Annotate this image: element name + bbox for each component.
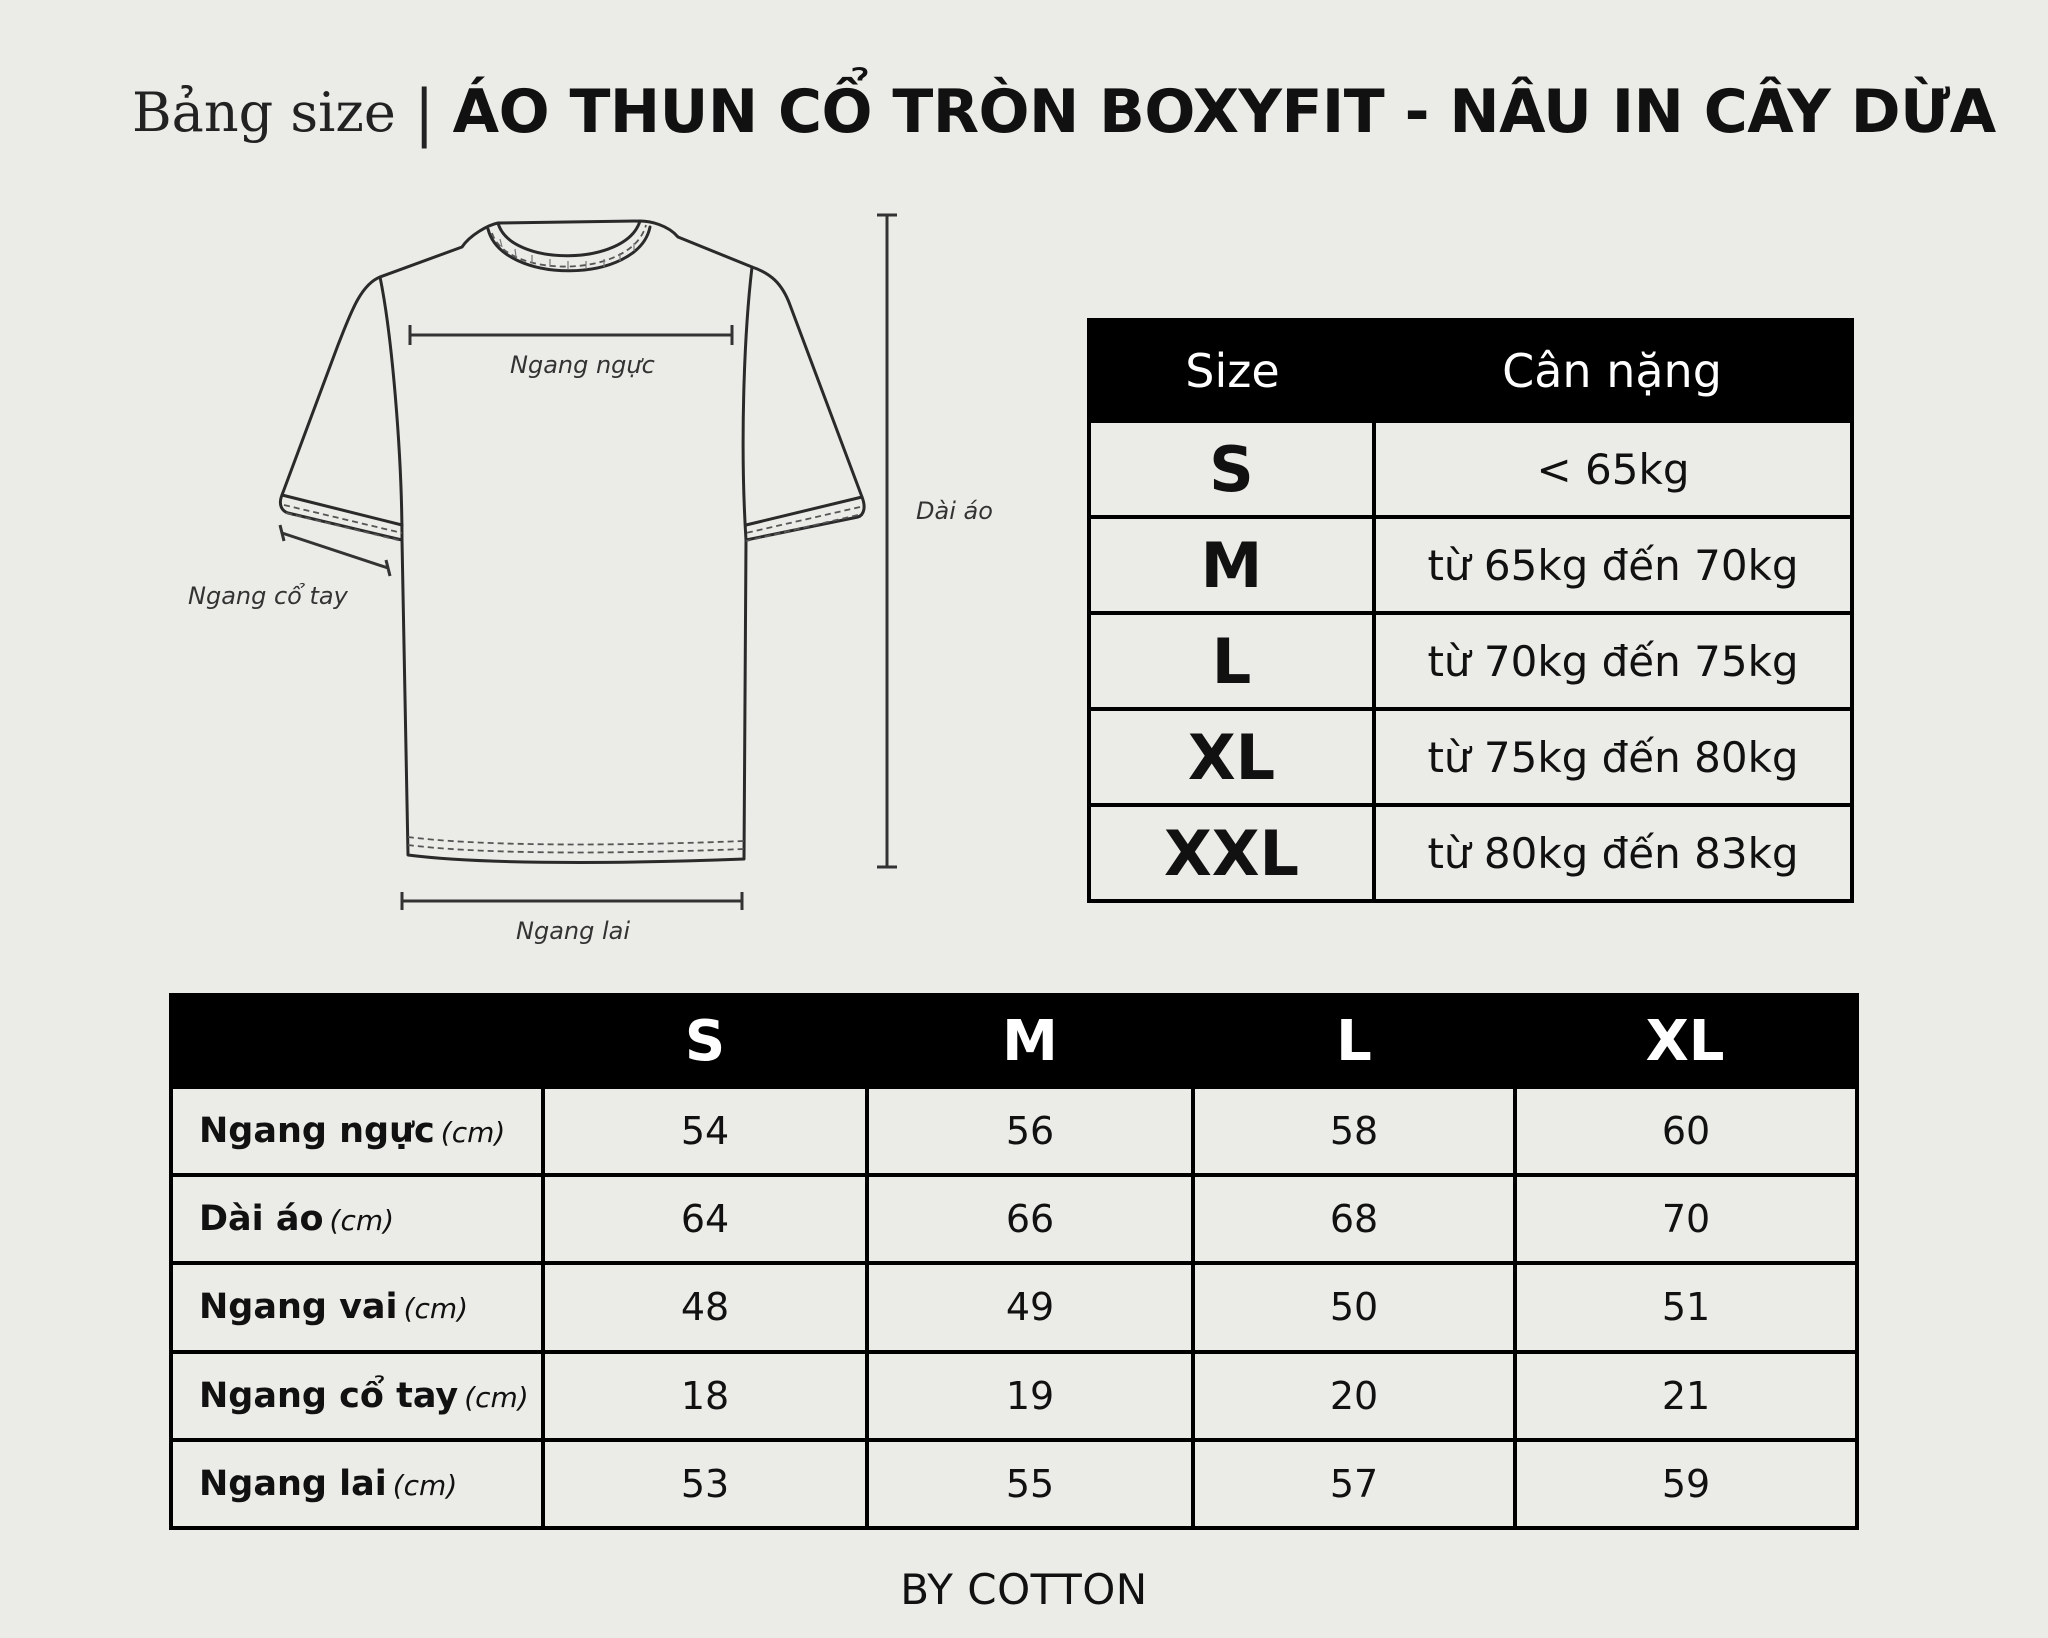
measure-value: 48 — [543, 1263, 867, 1351]
measure-value: 57 — [1193, 1440, 1515, 1528]
measure-value: 64 — [543, 1175, 867, 1263]
measure-value: 53 — [543, 1440, 867, 1528]
weight-range-cell: từ 80kg đến 83kg — [1374, 805, 1852, 901]
measure-label-text: Ngang vai — [199, 1287, 398, 1328]
weight-range-cell: < 65kg — [1374, 421, 1852, 517]
title-product-name: ÁO THUN CỔ TRÒN BOXYFIT - NÂU IN CÂY DỪA — [452, 77, 1996, 147]
measure-value: 66 — [867, 1175, 1193, 1263]
measure-header-size: L — [1193, 995, 1515, 1087]
measure-value: 68 — [1193, 1175, 1515, 1263]
measure-value: 54 — [543, 1087, 867, 1175]
measure-label-text: Ngang cổ tay — [199, 1375, 459, 1416]
weight-range-cell: từ 70kg đến 75kg — [1374, 613, 1852, 709]
measure-header-size: M — [867, 995, 1193, 1087]
measure-label-text: Dài áo — [199, 1199, 324, 1240]
measure-value: 70 — [1515, 1175, 1857, 1263]
table-row — [1089, 517, 1852, 613]
measure-value: 59 — [1515, 1440, 1857, 1528]
cuff-measure-line — [282, 533, 388, 568]
weight-size-cell: XL — [1089, 709, 1374, 805]
measure-value: 49 — [867, 1263, 1193, 1351]
measure-header-size: XL — [1515, 995, 1857, 1087]
weight-size-cell: S — [1089, 421, 1374, 517]
measure-value: 18 — [543, 1352, 867, 1440]
measure-table-header-row — [171, 995, 1857, 1087]
measure-value: 21 — [1515, 1352, 1857, 1440]
tshirt-illustration — [170, 195, 1040, 965]
measure-label-text: Ngang lai — [199, 1463, 387, 1504]
measure-unit: (cm) — [392, 1468, 458, 1502]
measure-unit: (cm) — [329, 1204, 395, 1238]
measure-unit: (cm) — [464, 1380, 529, 1414]
weight-size-cell: L — [1089, 613, 1374, 709]
weight-size-table — [1087, 318, 1854, 903]
table-row — [171, 1352, 1857, 1440]
brand-footer: BY COTTON — [900, 1565, 1148, 1614]
measure-value: 55 — [867, 1440, 1193, 1528]
weight-size-cell: XXL — [1089, 805, 1374, 901]
measure-unit: (cm) — [440, 1116, 506, 1150]
weight-range-cell: từ 75kg đến 80kg — [1374, 709, 1852, 805]
tshirt-diagram — [170, 195, 1040, 965]
diagram-label-cuff: Ngang cổ tay — [188, 582, 348, 610]
weight-size-cell: M — [1089, 517, 1374, 613]
diagram-label-hem: Ngang lai — [516, 917, 631, 945]
measure-row-label — [171, 1352, 543, 1440]
measure-value: 51 — [1515, 1263, 1857, 1351]
weight-table-header-row — [1089, 320, 1852, 421]
measure-row-label — [171, 1263, 543, 1351]
table-row — [1089, 613, 1852, 709]
table-row — [1089, 421, 1852, 517]
measure-value: 60 — [1515, 1087, 1857, 1175]
measure-value: 19 — [867, 1352, 1193, 1440]
weight-range-cell: từ 65kg đến 70kg — [1374, 517, 1852, 613]
title-separator: | — [413, 75, 435, 149]
measure-value: 50 — [1193, 1263, 1515, 1351]
measure-header-size: S — [543, 995, 867, 1087]
weight-header-size: Size — [1089, 320, 1374, 421]
table-row — [1089, 805, 1852, 901]
measure-header-empty — [171, 995, 543, 1087]
measure-value: 20 — [1193, 1352, 1515, 1440]
table-row — [171, 1440, 1857, 1528]
diagram-label-chest: Ngang ngực — [510, 351, 655, 379]
table-row — [171, 1263, 1857, 1351]
diagram-label-length: Dài áo — [916, 497, 993, 525]
table-row — [171, 1087, 1857, 1175]
measure-label-text: Ngang ngực — [199, 1111, 435, 1152]
measure-value: 56 — [867, 1087, 1193, 1175]
table-row — [171, 1175, 1857, 1263]
measure-row-label — [171, 1440, 543, 1528]
measure-unit: (cm) — [403, 1292, 469, 1326]
table-row — [1089, 709, 1852, 805]
weight-header-weight: Cân nặng — [1374, 320, 1852, 421]
measure-row-label — [171, 1175, 543, 1263]
title-prefix: Bảng size — [132, 80, 396, 144]
measure-row-label — [171, 1087, 543, 1175]
measurement-table — [169, 993, 1859, 1530]
measure-value: 58 — [1193, 1087, 1515, 1175]
page-title — [132, 62, 1996, 162]
tshirt-collar — [498, 221, 640, 256]
tshirt-outline — [280, 221, 864, 862]
